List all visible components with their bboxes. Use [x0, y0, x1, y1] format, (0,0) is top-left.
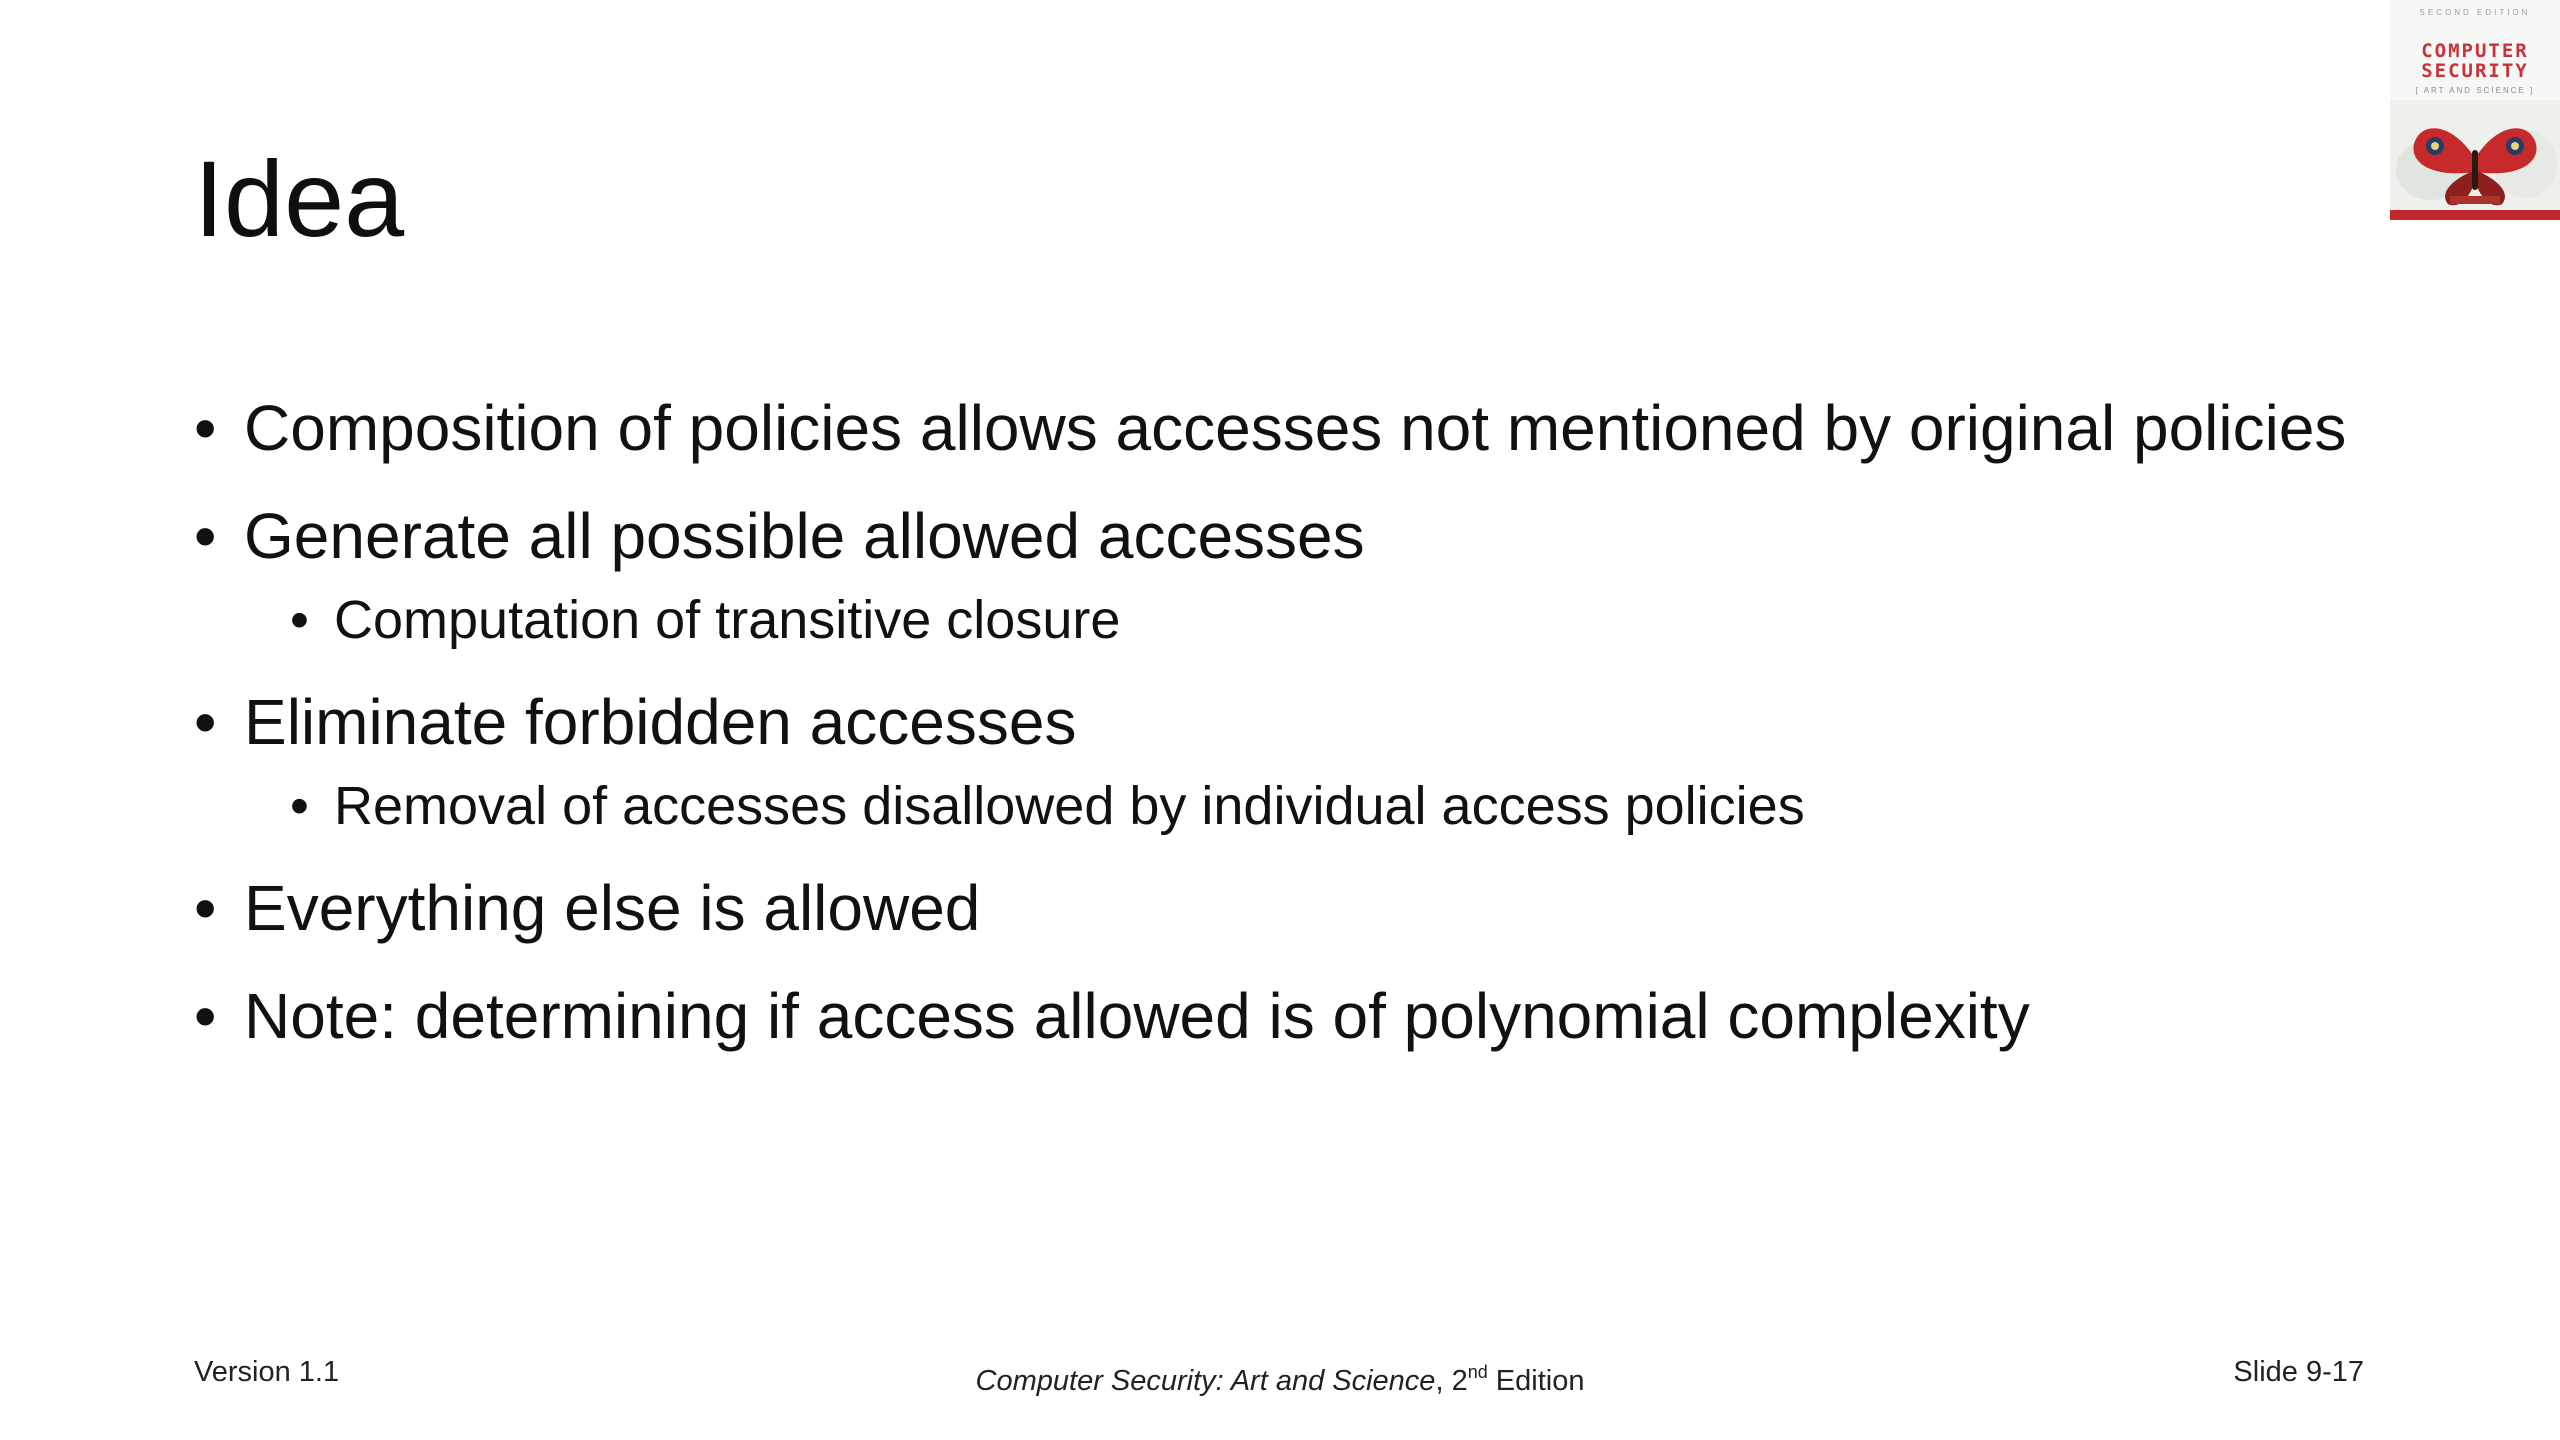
cover-title-line2: SECURITY — [2421, 60, 2529, 82]
bullet-icon: • — [194, 980, 217, 1052]
edition-superscript: nd — [1467, 1362, 1488, 1382]
bullet-text: Composition of policies allows accesses not mentioned by original policies — [244, 392, 2347, 464]
footer-slide-number: Slide 9-17 — [2233, 1356, 2364, 1388]
bullet-item — [194, 868, 2374, 948]
bullet-icon: • — [194, 500, 217, 572]
slide-content — [194, 388, 2374, 1084]
book-title-text: Computer Security: Art and Science — [975, 1365, 1436, 1397]
bullet-item — [194, 388, 2374, 468]
footer-book-title — [0, 1352, 2560, 1401]
bullet-icon: • — [194, 872, 217, 944]
sub-bullet-text: Removal of accesses disallowed by individual access policies — [334, 776, 1805, 836]
butterfly-icon — [2390, 100, 2560, 212]
sub-bullet-text: Computation of transitive closure — [334, 590, 1121, 650]
bullet-item — [194, 496, 2374, 576]
bullet-icon: • — [290, 590, 309, 650]
cover-edition: SECOND EDITION — [2419, 8, 2531, 17]
edition-separator: , 2 — [1435, 1365, 1468, 1397]
bullet-text: Note: determining if access allowed is of polynomial complexity — [244, 980, 2030, 1052]
bullet-item — [194, 682, 2374, 762]
bullet-icon: • — [194, 392, 217, 464]
bullet-icon: • — [194, 686, 217, 758]
bullet-text: Eliminate forbidden accesses — [244, 686, 1077, 758]
slide-title: Idea — [194, 138, 405, 259]
edition-word: Edition — [1487, 1365, 1585, 1397]
sub-bullet-item — [290, 586, 2374, 654]
book-cover-image — [2390, 0, 2560, 220]
footer-version: Version 1.1 — [194, 1356, 340, 1388]
bullet-text: Generate all possible allowed accesses — [244, 500, 1365, 572]
cover-title-line1: COMPUTER — [2421, 40, 2529, 62]
cover-band — [2390, 210, 2560, 220]
bullet-text: Everything else is allowed — [244, 872, 981, 944]
bullet-item — [194, 976, 2374, 1056]
sub-bullet-item — [290, 772, 2374, 840]
cover-subtitle: [ ART AND SCIENCE ] — [2415, 86, 2535, 95]
bullet-icon: • — [290, 776, 309, 836]
